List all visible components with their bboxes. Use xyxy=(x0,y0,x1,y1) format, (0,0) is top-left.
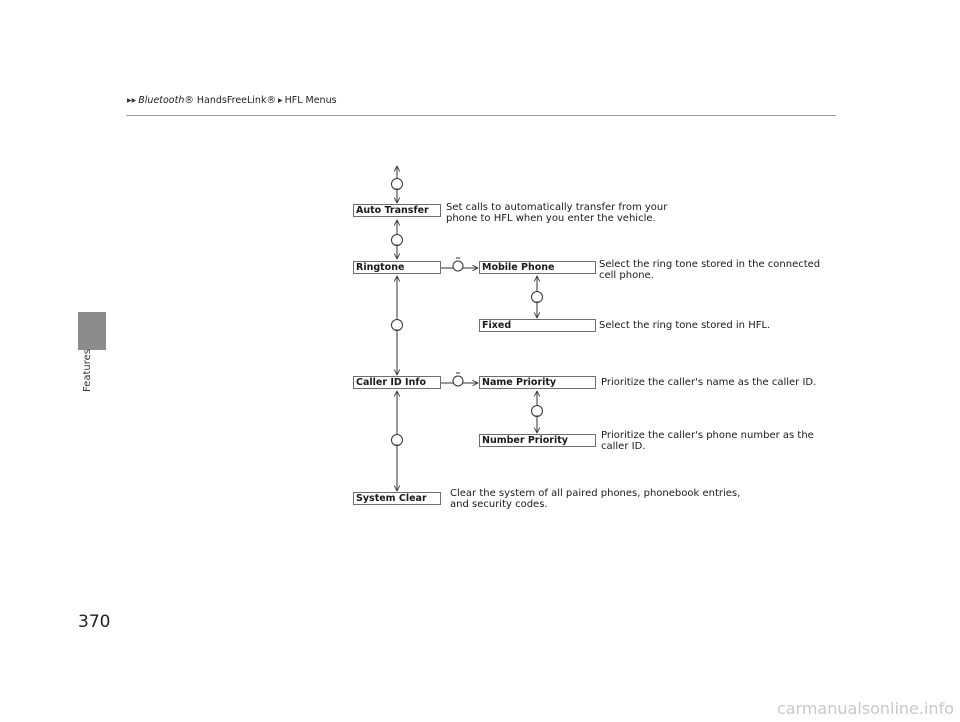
description-line: Set calls to automatically transfer from your xyxy=(446,202,668,213)
menu-item-caller-id-info: Caller ID Info xyxy=(353,376,441,389)
selector-knob-icon xyxy=(392,235,403,246)
selector-knob-icon xyxy=(392,435,403,446)
menu-item-number-priority: Number Priority xyxy=(479,434,596,447)
description-line: Select the ring tone stored in the connected xyxy=(599,259,821,270)
description-system-clear xyxy=(450,488,740,510)
description-line: caller ID. xyxy=(601,441,646,452)
description-line: Clear the system of all paired phones, phonebook entries, xyxy=(450,488,741,499)
breadcrumb-hfl-menus: HFL Menus xyxy=(284,95,337,106)
description-auto-transfer xyxy=(446,202,667,224)
page-number: 370 xyxy=(78,612,111,632)
description-line: cell phone. xyxy=(599,270,654,281)
description-line: and security codes. xyxy=(450,499,548,510)
section-label: Features xyxy=(82,349,93,392)
arrow-icon: ▶ xyxy=(277,97,283,104)
description-name-priority xyxy=(601,377,816,388)
selector-knob-icon xyxy=(532,292,543,303)
menu-item-fixed: Fixed xyxy=(479,319,596,332)
menu-item-name-priority: Name Priority xyxy=(479,376,596,389)
description-line: Prioritize the caller's name as the caller ID. xyxy=(601,377,817,388)
menu-item-mobile-phone: Mobile Phone xyxy=(479,261,596,274)
press-knob-icon xyxy=(453,258,463,271)
description-mobile-phone xyxy=(599,259,820,281)
breadcrumb-handsfreelink: ® HandsFreeLink® xyxy=(184,95,276,106)
menu-item-system-clear: System Clear xyxy=(353,492,441,505)
arrow-icon: ▶▶ xyxy=(127,97,137,104)
description-number-priority xyxy=(601,430,814,452)
description-line: phone to HFL when you enter the vehicle. xyxy=(446,213,656,224)
selector-knob-icon xyxy=(392,320,403,331)
description-fixed xyxy=(599,320,770,331)
description-line: Prioritize the caller's phone number as the xyxy=(601,430,814,441)
selector-knob-icon xyxy=(532,406,543,417)
menu-item-auto-transfer: Auto Transfer xyxy=(353,204,441,217)
breadcrumb-bluetooth: Bluetooth xyxy=(138,95,185,106)
press-knob-icon xyxy=(453,373,463,386)
watermark: carmanualsonline.info xyxy=(776,699,954,718)
description-line: Select the ring tone stored in HFL. xyxy=(599,320,771,331)
menu-item-ringtone: Ringtone xyxy=(353,261,441,274)
selector-knob-icon xyxy=(392,179,403,190)
